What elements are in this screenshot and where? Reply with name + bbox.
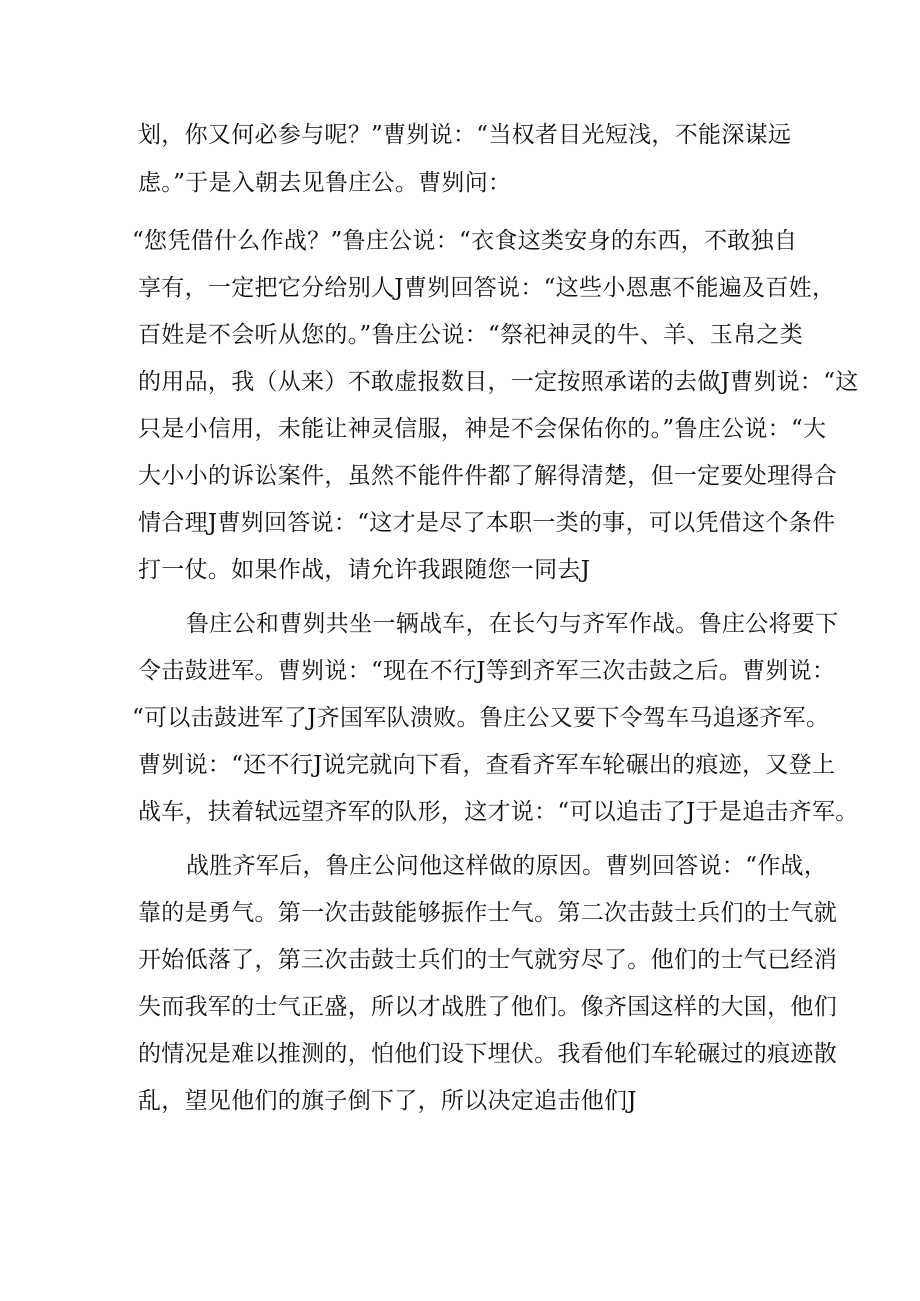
- text-line: 大小小的诉讼案件，虽然不能件件都了解得清楚，但一定要处理得合: [138, 463, 837, 489]
- text-line: 的情况是难以推测的，怕他们设下埋伏。我看他们车轮碾过的痕迹散: [138, 1041, 837, 1067]
- text-line: 享有，一定把它分给别人J曹刿回答说：“这些小恩惠不能遍及百姓，: [138, 275, 836, 301]
- text-line: “可以击鼓进军了J齐国军队溃败。鲁庄公又要下令驾车马追逐齐军。: [132, 705, 830, 731]
- text-line: 虑。”于是入朝去见鲁庄公。曹刿问：: [138, 170, 512, 196]
- text-line: 靠的是勇气。第一次击鼓能够振作士气。第二次击鼓士兵们的士气就: [138, 900, 837, 926]
- text-line: 百姓是不会听从您的。”鲁庄公说：“祭祀神灵的牛、羊、玉帛之类: [138, 322, 804, 348]
- text-line: 鲁庄公和曹刿共坐一辆战车，在长勺与齐军作战。鲁庄公将要下: [186, 611, 839, 637]
- text-line: 战车，扶着轼远望齐军的队形，这才说：“可以追击了J于是追击齐军。: [138, 799, 859, 825]
- text-line: 开始低落了，第三次击鼓士兵们的士气就穷尽了。他们的士气已经消: [138, 947, 837, 973]
- text-line: 战胜齐军后，鲁庄公问他这样做的原因。曹刿回答说：“作战，: [186, 853, 828, 879]
- text-line: 曹刿说：“还不行J说完就向下看，查看齐军车轮碾出的痕迹，又登上: [138, 752, 836, 778]
- text-line: “您凭借什么作战？”鲁庄公说：“衣食这类安身的东西，不敢独自: [132, 228, 798, 254]
- text-line: 划，你又何必参与呢？”曹刿说：“当权者目光短浅，不能深谋远: [138, 122, 792, 148]
- text-line: 失而我军的士气正盛，所以才战胜了他们。像齐国这样的大国，他们: [138, 994, 837, 1020]
- text-line: 的用品，我（从来）不敢虚报数目，一定按照承诺的去做J曹刿说：“这: [138, 369, 859, 395]
- text-line: 打一仗。如果作战，请允许我跟随您一同去J: [138, 557, 591, 583]
- text-line: 只是小信用，未能让神灵信服，神是不会保佑你的。”鲁庄公说：“大: [138, 416, 827, 442]
- text-line: 情合理J曹刿回答说：“这才是尽了本职一类的事，可以凭借这个条件: [138, 510, 836, 536]
- text-line: 乱，望见他们的旗子倒下了，所以决定追击他们J: [138, 1088, 637, 1114]
- text-line: 令击鼓进军。曹刿说：“现在不行J等到齐军三次击鼓之后。曹刿说：: [138, 658, 836, 684]
